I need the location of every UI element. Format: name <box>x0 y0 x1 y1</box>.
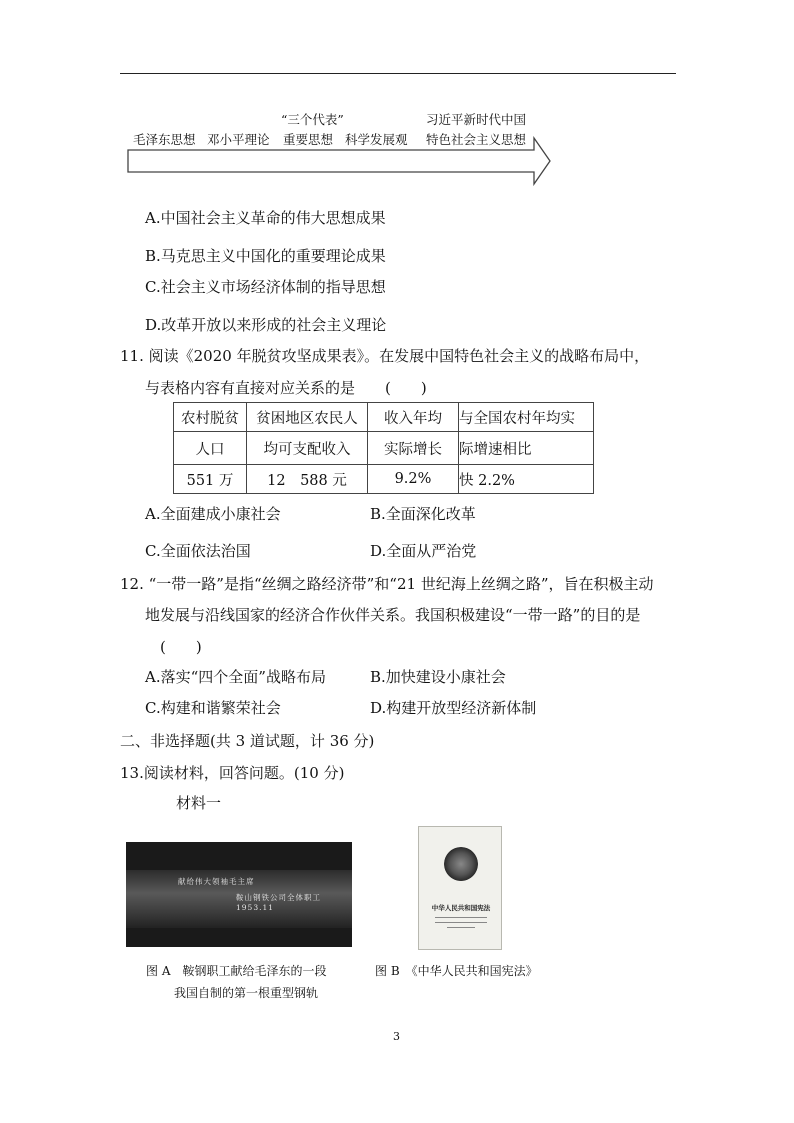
timeline-arrow <box>126 136 554 188</box>
table-cell: 快 2.2% <box>459 465 594 494</box>
table-header-cell: 实际增长 <box>368 432 459 465</box>
table-header-cell: 贫困地区农民人 <box>247 403 368 432</box>
table-header-cell: 农村脱贫 <box>174 403 247 432</box>
timeline-label-deng: 邓小平理论 <box>207 132 270 147</box>
caption-figure-a-line1: 图 A 鞍钢职工献给毛泽东的一段 <box>146 964 327 978</box>
timeline-label-xi-1: 习近平新时代中国 <box>426 112 527 127</box>
q12-option-d: D.构建开放型经济新体制 <box>370 699 537 717</box>
timeline-label-three-represents-2: 重要思想 <box>283 132 334 147</box>
constitution-photo <box>418 826 502 950</box>
section-heading: 二、非选择题(共 3 道试题，计 36 分) <box>120 732 375 750</box>
q11-option-c: C.全面依法治国 <box>145 542 251 560</box>
q12-option-c: C.构建和谐繁荣社会 <box>145 699 281 717</box>
timeline-label-xi-2: 特色社会主义思想 <box>426 132 527 147</box>
rail-engraving-line2: 鞍山钢铁公司全体职工 1953.11 <box>236 893 321 912</box>
page-number: 3 <box>393 1030 400 1043</box>
timeline-label-scientific-outlook: 科学发展观 <box>345 132 408 147</box>
q11-option-b: B.全面深化改革 <box>370 505 476 523</box>
q12-option-a: A.落实“四个全面”战略布局 <box>145 668 326 686</box>
divider <box>435 922 487 923</box>
table-header-cell: 际增速相比 <box>459 432 594 465</box>
q10-option-a: A.中国社会主义革命的伟大思想成果 <box>145 209 386 227</box>
caption-figure-a-line2: 我国自制的第一根重型钢轨 <box>174 986 319 1000</box>
caption-figure-b: 图 B 《中华人民共和国宪法》 <box>375 964 538 978</box>
material-one-label: 材料一 <box>176 794 222 812</box>
table-cell: 12 588 元 <box>247 465 368 494</box>
q12-stem-line2: 地发展与沿线国家的经济合作伙伴关系。我国积极建设“一带一路”的目的是 <box>145 606 641 624</box>
table-header-cell: 均可支配收入 <box>247 432 368 465</box>
table-header-cell: 与全国农村年均实 <box>459 403 594 432</box>
q11-option-a: A.全面建成小康社会 <box>145 505 281 523</box>
q10-option-d: D.改革开放以来形成的社会主义理论 <box>145 316 387 334</box>
q11-stem-line1: 11. 阅读《2020 年脱贫攻坚成果表》。在发展中国特色社会主义的战略布局中， <box>120 347 650 365</box>
national-emblem-icon <box>444 847 478 881</box>
q12-stem-line1: 12. “一带一路”是指“丝绸之路经济带”和“21 世纪海上丝绸之路”，旨在积极主动 <box>120 575 654 593</box>
rail-engraving-line1: 献给伟大领袖毛主席 <box>178 877 255 886</box>
q12-option-b: B.加快建设小康社会 <box>370 668 506 686</box>
timeline-label-mao: 毛泽东思想 <box>133 132 196 147</box>
timeline-label-three-represents-1: “三个代表” <box>281 112 344 127</box>
constitution-title: 中华人民共和国宪法 <box>431 904 491 912</box>
header-rule <box>120 73 676 74</box>
q11-stem-line2: 与表格内容有直接对应关系的是 ( ) <box>145 379 427 397</box>
q10-option-b: B.马克思主义中国化的重要理论成果 <box>145 247 386 265</box>
q13-stem: 13.阅读材料，回答问题。(10 分) <box>120 764 345 782</box>
table-cell: 9.2% <box>368 465 459 494</box>
q10-option-c: C.社会主义市场经济体制的指导思想 <box>145 278 386 296</box>
table-cell: 551 万 <box>174 465 247 494</box>
divider <box>447 927 475 928</box>
table-header-cell: 人口 <box>174 432 247 465</box>
steel-rail-photo <box>126 842 352 947</box>
table-header-cell: 收入年均 <box>368 403 459 432</box>
divider <box>435 917 487 918</box>
q11-option-d: D.全面从严治党 <box>370 542 477 560</box>
poverty-table <box>173 402 594 494</box>
q12-answer-blank: ( ) <box>160 638 202 656</box>
